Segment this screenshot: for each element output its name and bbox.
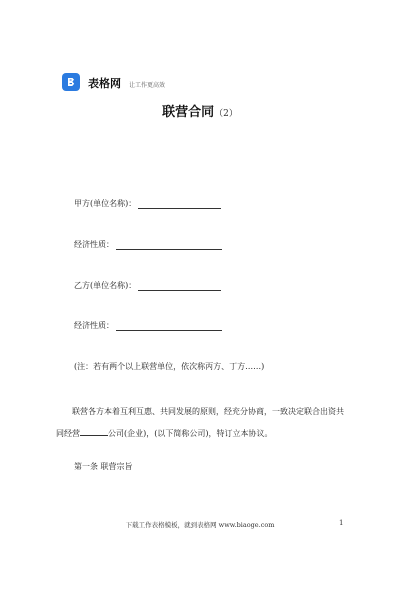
field-economic-nature-b	[74, 320, 222, 331]
article-heading: 第一条 联营宗旨	[74, 462, 133, 471]
fill-in-blank[interactable]	[138, 281, 221, 291]
paragraph-text: 联营各方本着互利互惠、共同发展的原则，经充分协商，一致决定联合出资共同经营	[56, 407, 344, 438]
fill-in-blank[interactable]	[116, 321, 222, 331]
field-party-a	[74, 198, 221, 209]
field-label: 乙方(单位名称)：	[74, 281, 137, 290]
note-text: (注：若有两个以上联营单位，依次称丙方、丁方……)	[74, 362, 265, 371]
fill-in-blank[interactable]	[138, 199, 221, 209]
fill-in-blank[interactable]	[116, 240, 222, 250]
paragraph-text: 公司(企业)，(以下简称公司)，特订立本协议。	[108, 429, 273, 438]
fill-in-blank[interactable]	[80, 427, 108, 436]
field-label: 经济性质：	[74, 240, 114, 249]
brand-slogan: 让工作更高效	[129, 82, 166, 89]
title-suffix: （2）	[214, 109, 238, 119]
title-main: 联营合同	[162, 105, 215, 120]
biaoge-logo-icon	[62, 73, 80, 91]
field-party-b	[74, 280, 221, 291]
intro-paragraph	[56, 401, 348, 445]
document-title	[0, 101, 400, 120]
field-label: 甲方(单位名称)：	[74, 199, 137, 208]
field-economic-nature-a	[74, 239, 222, 250]
field-label: 经济性质：	[74, 321, 114, 330]
footer-text: 下载工作表格模板，就到表格网 www.biaoge.com	[125, 521, 275, 529]
page-number: 1	[339, 519, 344, 527]
brand-name: 表格网	[88, 77, 121, 90]
